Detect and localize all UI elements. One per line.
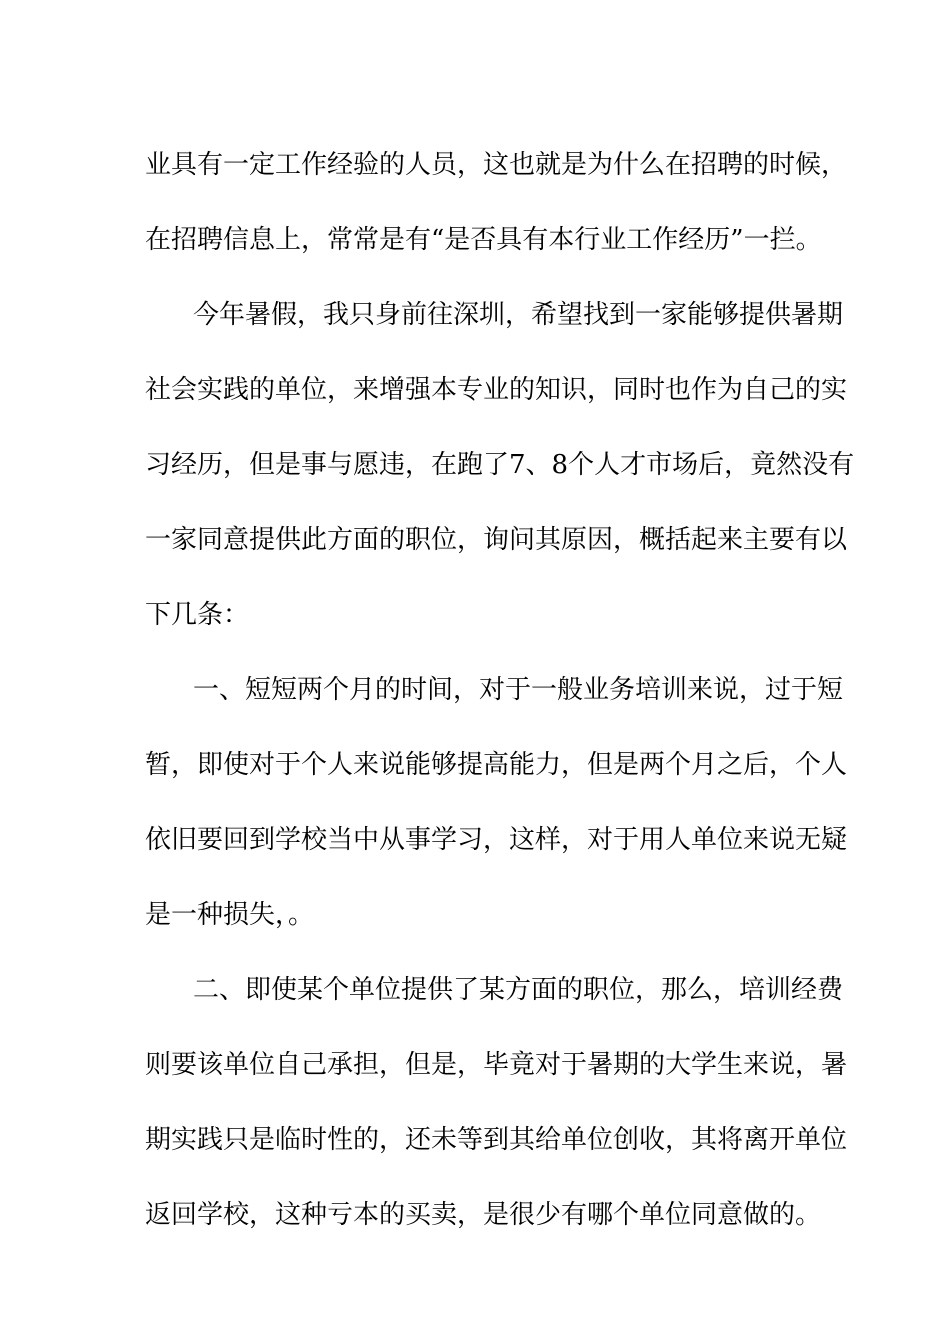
text-line: 依旧要回到学校当中从事学习，这样，对于用人单位来说无疑 [145, 825, 848, 855]
text-line: 下几条： [145, 600, 250, 630]
body-text [145, 128, 855, 1253]
text-line: 暂，即使对于个人来说能够提高能力，但是两个月之后，个人 [145, 750, 848, 780]
paragraph-start-line: 一、短短两个月的时间，对于一般业务培训来说，过于短 [193, 675, 844, 705]
text-line: 一家同意提供此方面的职位，询问其原因，概括起来主要有以 [145, 525, 848, 555]
text-line: 则要该单位自己承担，但是，毕竟对于暑期的大学生来说，暑 [145, 1050, 848, 1080]
text-line: 社会实践的单位，来增强本专业的知识，同时也作为自己的实 [145, 375, 848, 405]
text-line: 是一种损失，。 [145, 900, 315, 930]
text-line: 在招聘信息上，常常是有“是否具有本行业工作经历”一拦。 [145, 225, 822, 255]
paragraph-start-line: 二、即使某个单位提供了某方面的职位，那么，培训经费 [193, 975, 844, 1005]
text-line: 业具有一定工作经验的人员，这也就是为什么在招聘的时候， [145, 150, 848, 180]
paragraph-start-line: 今年暑假，我只身前往深圳，希望找到一家能够提供暑期 [193, 300, 844, 330]
text-line: 习经历，但是事与愿违，在跑了7、8个人才市场后，竟然没有 [145, 450, 855, 480]
text-line: 返回学校，这种亏本的买卖，是很少有哪个单位同意做的。 [145, 1200, 822, 1230]
text-line: 期实践只是临时性的，还未等到其给单位创收，其将离开单位 [145, 1125, 848, 1155]
